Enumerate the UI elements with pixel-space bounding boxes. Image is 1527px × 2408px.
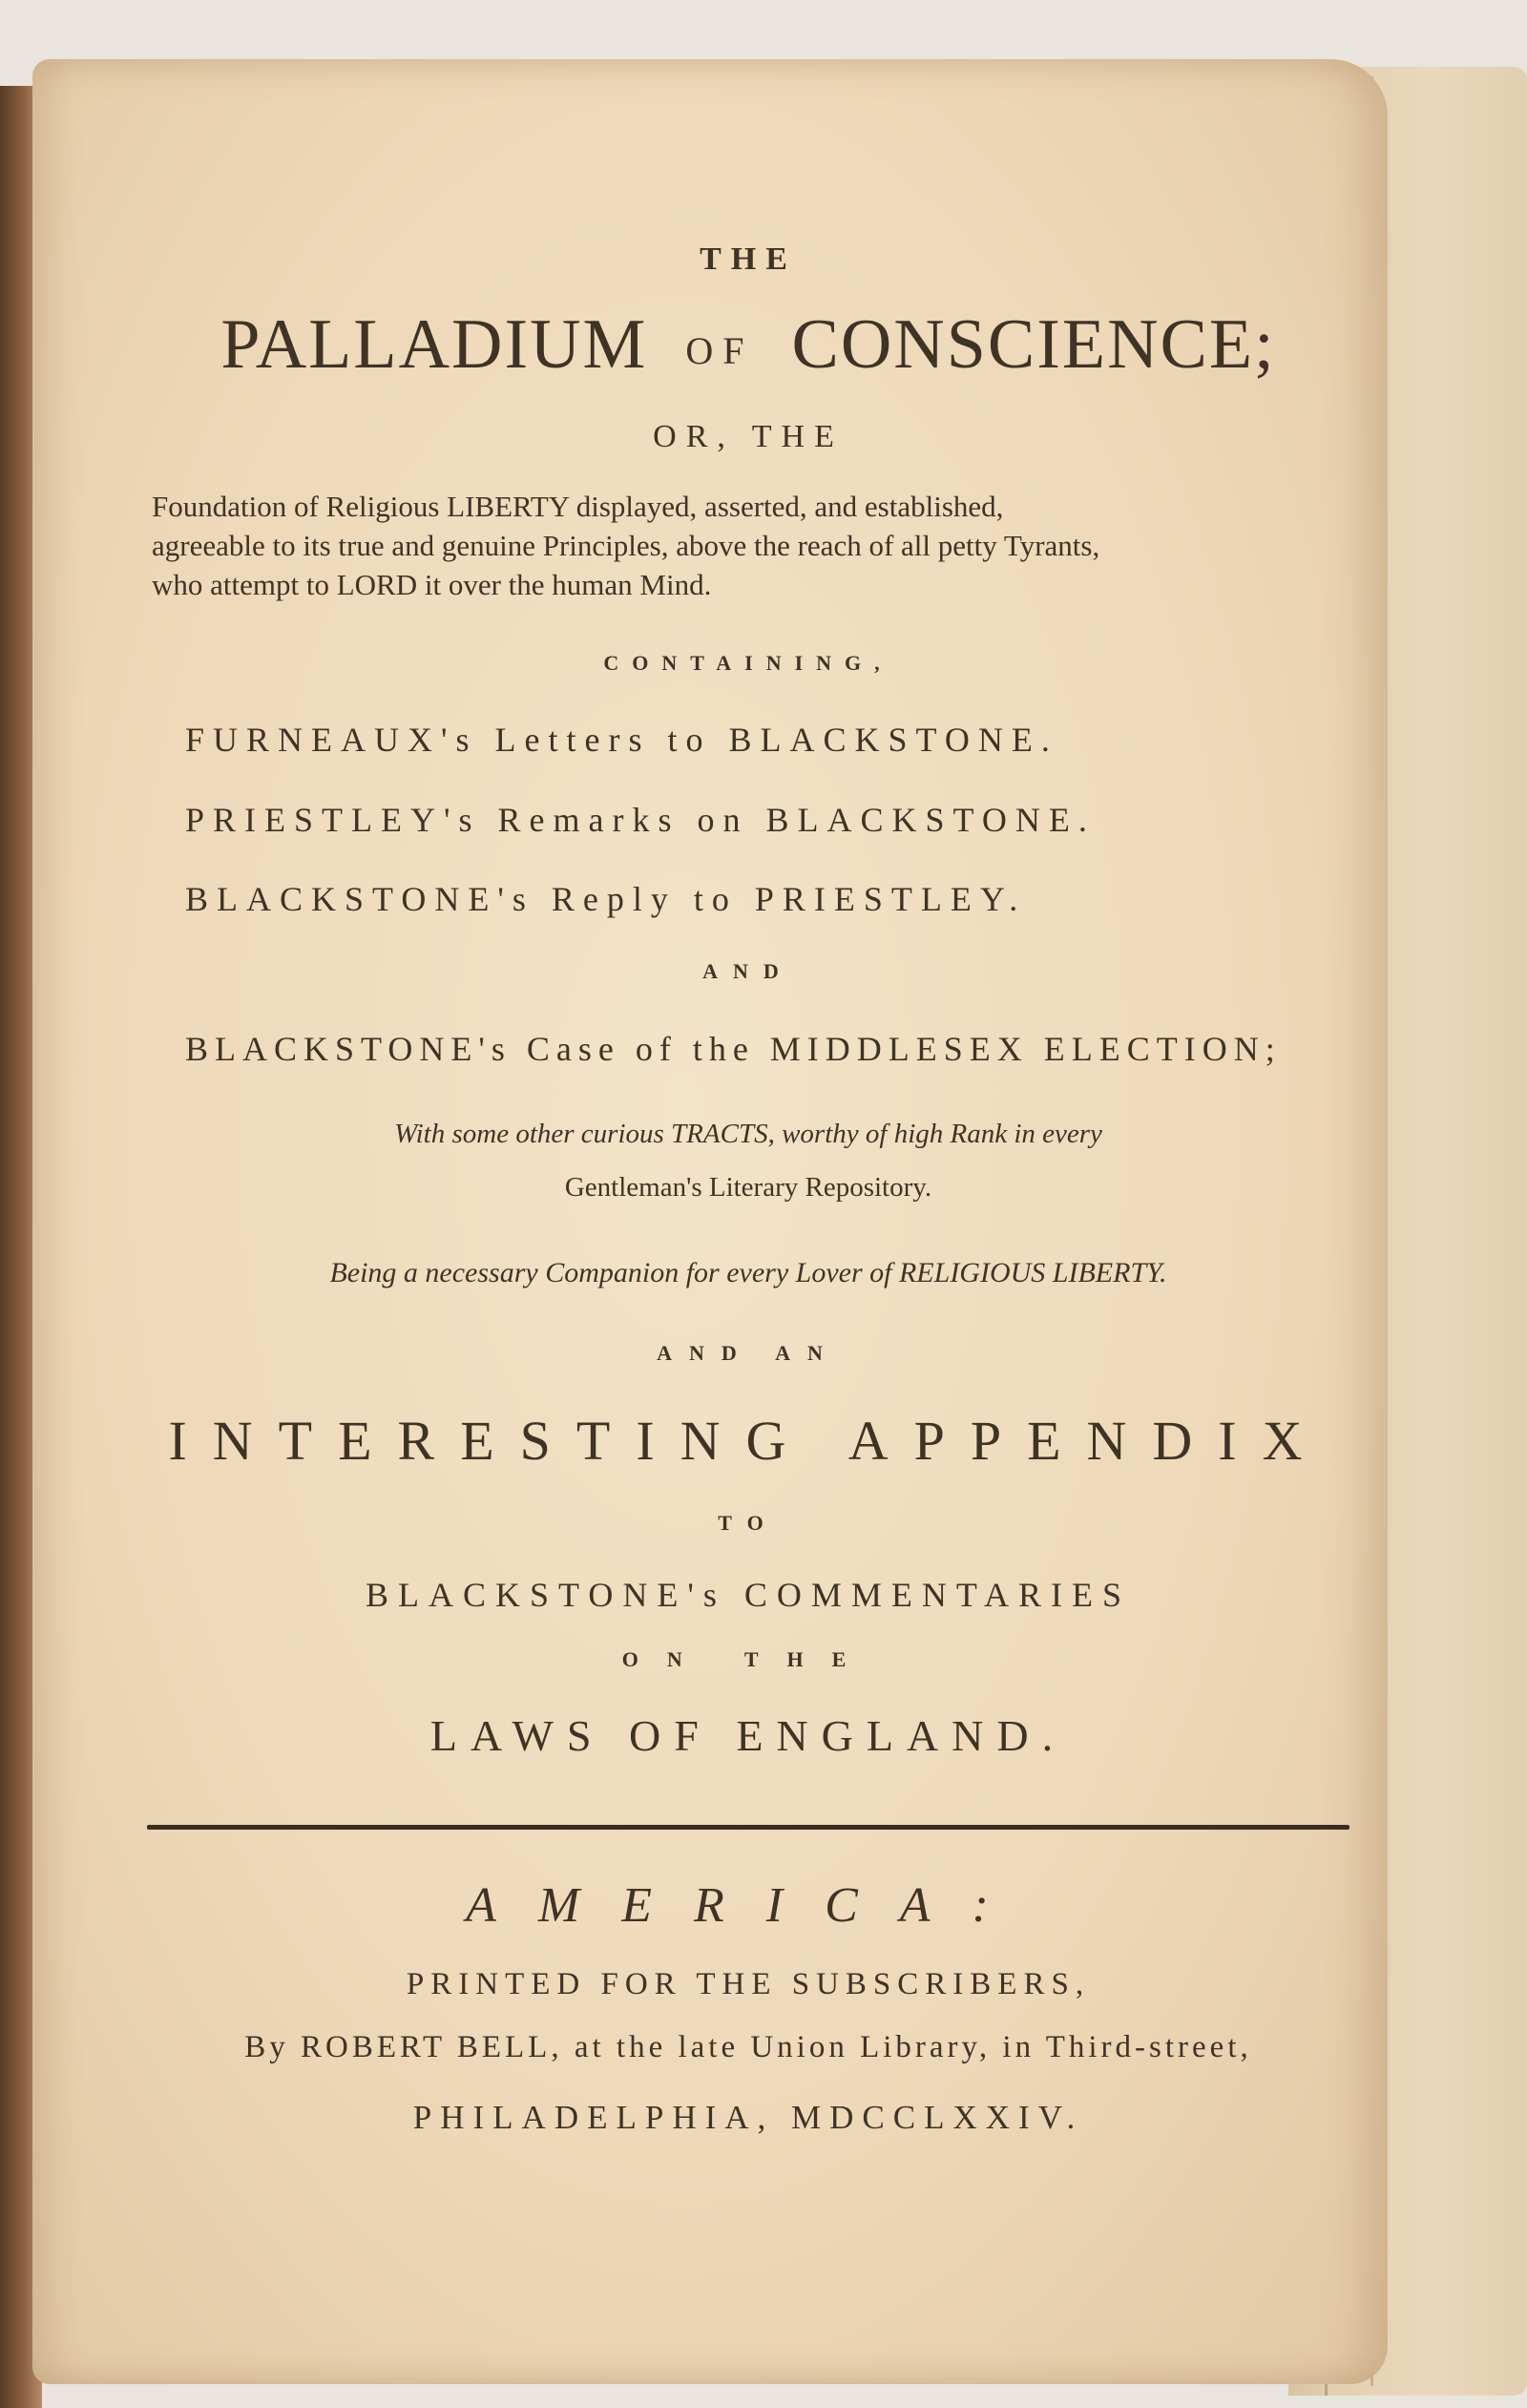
title-conscience: CONSCIENCE; xyxy=(791,305,1276,385)
printer-line: By ROBERT BELL, at the late Union Library, in Third-street, xyxy=(244,2029,1252,2064)
and-label: AND xyxy=(702,959,794,984)
to-label: TO xyxy=(718,1511,779,1536)
commentaries-heading: BLACKSTONE's COMMENTARIES xyxy=(366,1575,1131,1614)
the-heading: THE xyxy=(700,241,797,277)
appendix-heading: INTERESTING APPENDIX xyxy=(168,1409,1328,1472)
contents-item-blackstone: BLACKSTONE's Reply to PRIESTLEY. xyxy=(185,880,1027,919)
middlesex-election: BLACKSTONE's Case of the MIDDLESEX ELECTION; xyxy=(185,1029,1282,1068)
companion-line: Being a necessary Companion for every Lover of RELIGIOUS LIBERTY. xyxy=(329,1256,1167,1288)
containing-label: CONTAINING, xyxy=(603,651,893,675)
contents-item-furneaux: FURNEAUX's Letters to BLACKSTONE. xyxy=(185,721,1058,760)
contents-item-priestley: PRIESTLEY's Remarks on BLACKSTONE. xyxy=(185,800,1096,839)
title-palladium: PALLADIUM xyxy=(220,305,648,385)
imprint-line: PHILADELPHIA, MDCCLXXIV. xyxy=(412,2098,1084,2136)
repository-line: Gentleman's Literary Repository. xyxy=(564,1171,932,1203)
imprint-divider xyxy=(147,1825,1349,1830)
title-page xyxy=(32,59,1388,2384)
subtitle-line-1: Foundation of Religious LIBERTY displayed, asserted, and established, xyxy=(152,490,1004,524)
printed-line: PRINTED FOR THE SUBSCRIBERS, xyxy=(406,1967,1091,2001)
title-page-text xyxy=(109,241,1388,2137)
on-the-label: ON THE xyxy=(621,1647,875,1672)
subtitle-line-3: who attempt to LORD it over the human Mind. xyxy=(152,568,712,602)
tracts-line: With some other curious TRACTS, worthy of high Rank in every xyxy=(394,1119,1102,1150)
and-an-label: AND AN xyxy=(657,1341,840,1366)
laws-heading: LAWS OF ENGLAND. xyxy=(429,1711,1067,1761)
subtitle-line-2: agreeable to its true and genuine Principles, above the reach of all petty Tyrants, xyxy=(152,529,1100,563)
contents-list xyxy=(185,721,1388,919)
subtitle xyxy=(152,488,1345,605)
or-the: OR, THE xyxy=(653,419,844,455)
title-of: OF xyxy=(685,329,754,373)
main-title xyxy=(109,304,1388,386)
america-heading: AMERICA: xyxy=(466,1878,1031,1934)
